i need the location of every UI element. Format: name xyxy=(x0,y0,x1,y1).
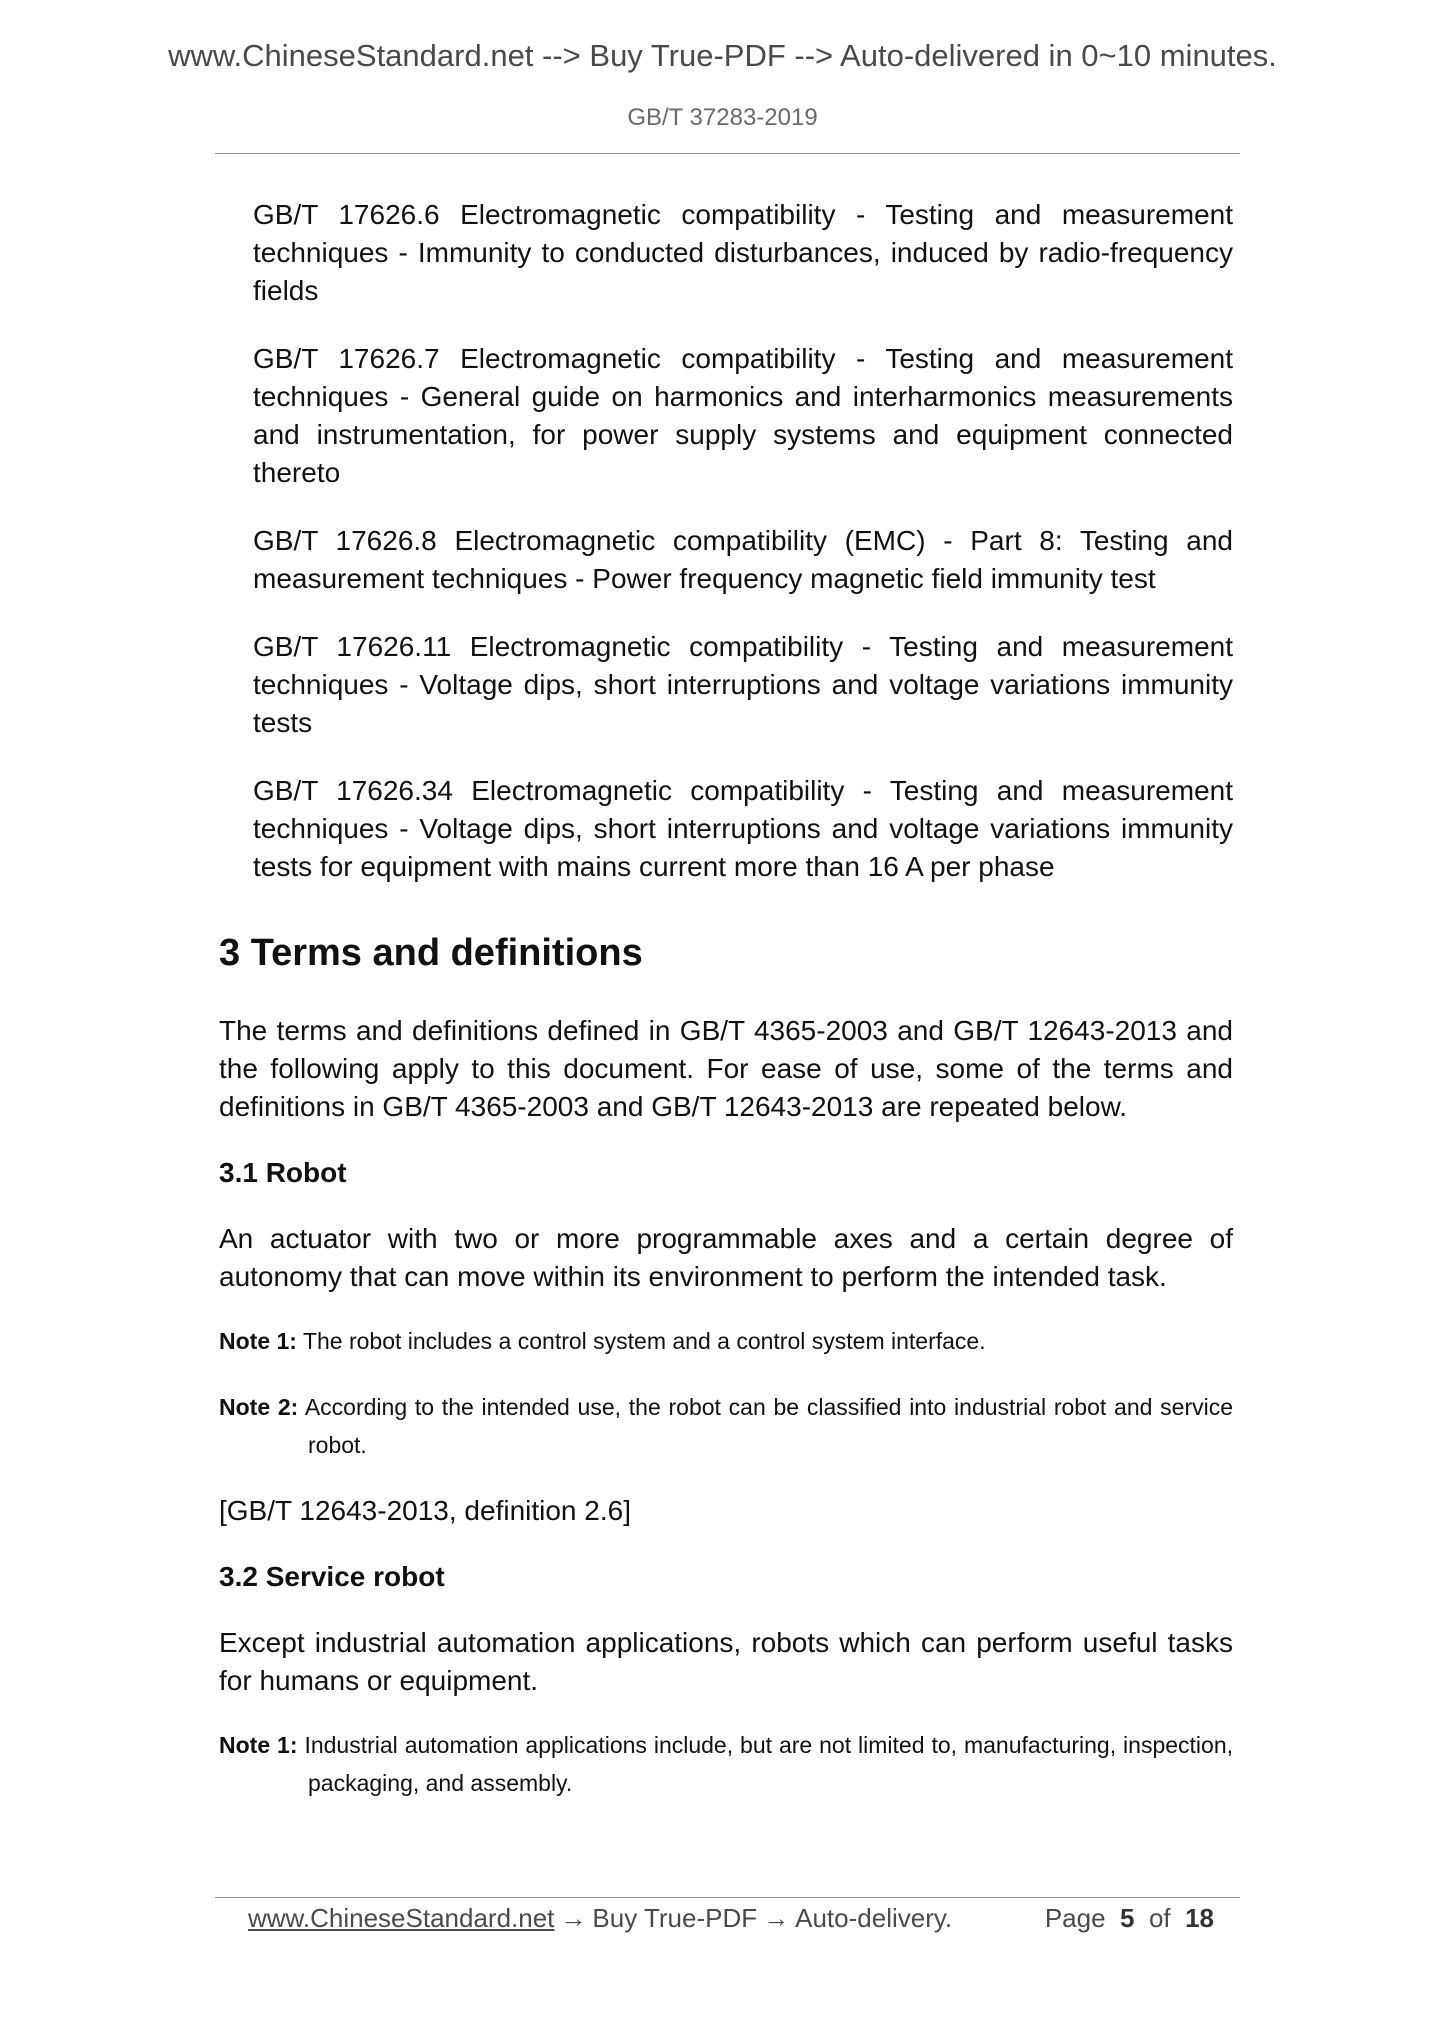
definition-service-robot: Except industrial automation applications, robots which can perform useful tasks for humans or equipment. xyxy=(219,1627,1233,1696)
reference-item: GB/T 17626.6 Electromagnetic compatibility - Testing and measurement techniques - Immunity to conducted disturbances, induced by radio-frequency fields xyxy=(253,199,1233,306)
subsection-title-service-robot: 3.2 Service robot xyxy=(219,1561,445,1592)
note-text: The robot includes a control system and a control system interface. xyxy=(302,1328,986,1354)
reference-item: GB/T 17626.11 Electromagnetic compatibility - Testing and measurement techniques - Voltage dips, short interruptions and voltage variations immunity tests xyxy=(253,631,1233,738)
page-footer xyxy=(248,1898,1228,1938)
note-label: Note 2: xyxy=(219,1394,299,1420)
note-text: According to the intended use, the robot can be classified into industrial robot and service robot. xyxy=(304,1394,1234,1458)
header-divider xyxy=(215,153,1240,154)
citation: [GB/T 12643-2013, definition 2.6] xyxy=(219,1495,631,1526)
reference-item: GB/T 17626.8 Electromagnetic compatibility (EMC) - Part 8: Testing and measurement techniques - Power frequency magnetic field immunity test xyxy=(253,525,1233,594)
note-label: Note 1: xyxy=(219,1732,298,1758)
footer-site-link[interactable]: www.ChineseStandard.net xyxy=(248,1903,555,1933)
definition-robot: An actuator with two or more programmable axes and a certain degree of autonomy that can move within its environment to perform the intended task. xyxy=(219,1223,1233,1292)
note-text: Industrial automation applications include, but are not limited to, manufacturing, inspection, packaging, and assembly. xyxy=(304,1732,1233,1796)
arrow-right-icon: → xyxy=(560,1903,587,1933)
reference-item: GB/T 17626.7 Electromagnetic compatibility - Testing and measurement techniques - General guide on harmonics and interharmonics measurements and instrumentation, for power supply systems and equipment connected thereto xyxy=(253,343,1233,488)
page-number xyxy=(1045,1898,1214,1938)
note-robot-2 xyxy=(219,1388,1233,1464)
footer-delivery-text: Auto-delivery. xyxy=(795,1903,953,1933)
page-current: 5 xyxy=(1120,1903,1135,1933)
top-banner: www.ChineseStandard.net --> Buy True-PDF --> Auto-delivered in 0~10 minutes. xyxy=(168,38,1277,73)
section-title: 3 Terms and definitions xyxy=(219,932,643,974)
subsection-title-robot: 3.1 Robot xyxy=(219,1157,347,1188)
page-total: 18 xyxy=(1185,1903,1214,1933)
standard-code: GB/T 37283-2019 xyxy=(627,104,818,131)
arrow-right-icon: → xyxy=(763,1903,790,1933)
section-intro: The terms and definitions defined in GB/T 4365-2003 and GB/T 12643-2013 and the following apply to this document. For ease of use, some of the terms and definitions in GB/T 4365-2003 and GB/T 12643-2013 are repeated below. xyxy=(219,1015,1233,1122)
of-label: of xyxy=(1148,1903,1171,1933)
note-label: Note 1: xyxy=(219,1328,297,1354)
normative-references-list xyxy=(253,196,1233,916)
page-label: Page xyxy=(1044,1903,1106,1933)
section-3 xyxy=(219,930,1233,1802)
reference-item: GB/T 17626.34 Electromagnetic compatibility - Testing and measurement techniques - Voltage dips, short interruptions and voltage variations immunity tests for equipment with mains current more than 16 A per phase xyxy=(253,775,1233,882)
note-robot-1 xyxy=(219,1322,1233,1360)
note-service-robot-1 xyxy=(219,1726,1233,1802)
footer-buy-text: Buy True-PDF xyxy=(592,1903,758,1933)
